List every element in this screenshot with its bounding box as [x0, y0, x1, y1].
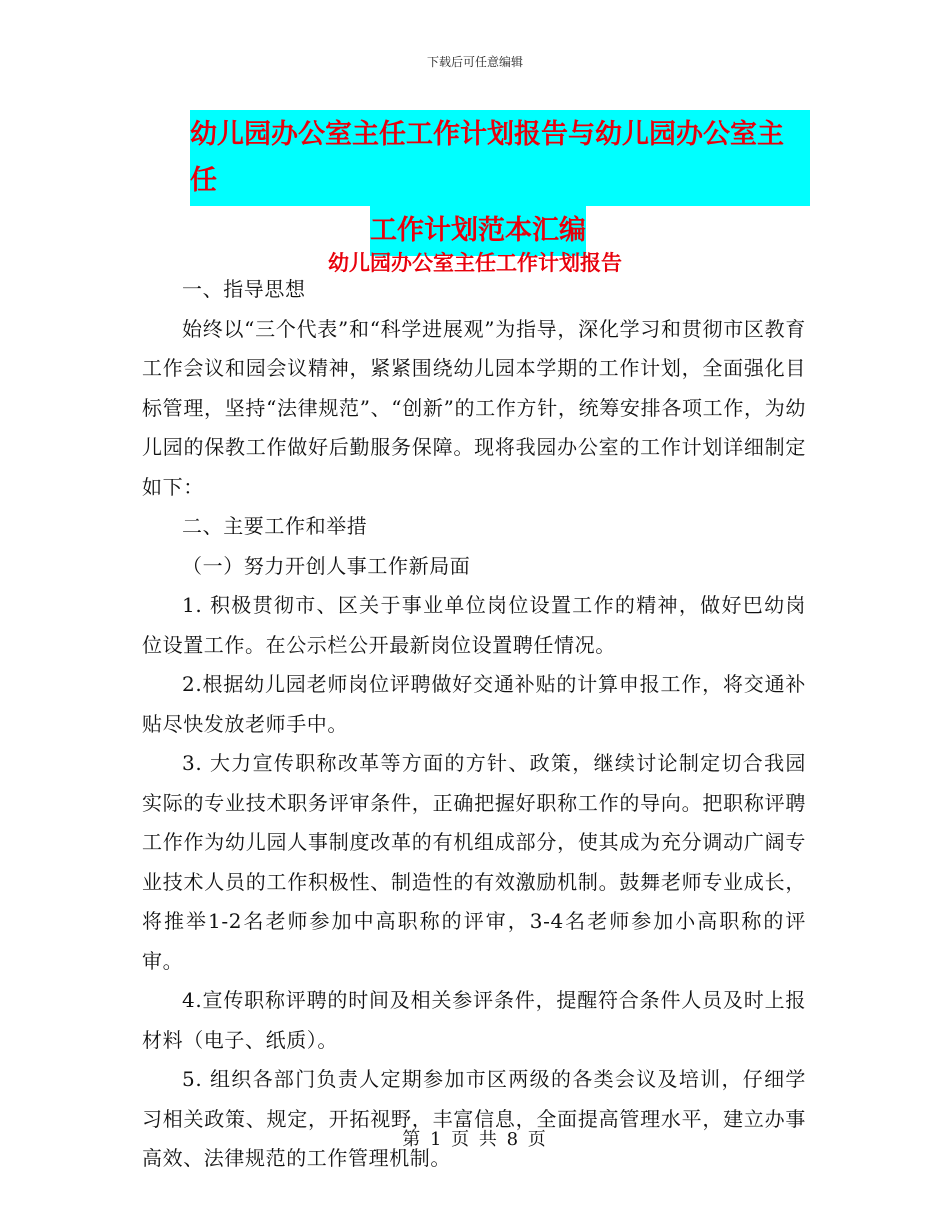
header-note: 下载后可任意编辑: [426, 55, 523, 69]
title-line-1: 幼儿园办公室主任工作计划报告与幼儿园办公室主任: [190, 110, 810, 206]
subheading-personnel: （一）努力开创人事工作新局面: [182, 553, 471, 578]
heading-main-work: 二、主要工作和举措: [182, 514, 368, 538]
paragraph: 3. 大力宣传职称改革等方面的方针、政策，继续讨论制定切合我园实际的专业技术职务评审条件，正确把握好职称工作的导向。把职称评聘工作作为幼儿园人事制度改革的有机组成部分，使其成为充分调动广阔专业技术人员的工作积极性、制造性的有效激励机制。鼓舞老师专业成长，将推举1-2名老师参加中高职称的评审，3-4名老师参加小高职称的评审。: [142, 751, 806, 973]
document-title: [190, 110, 810, 256]
paragraph: 4.宣传职称评聘的时间及相关参评条件，提醒符合条件人员及时上报材料（电子、纸质）。: [142, 988, 806, 1052]
section-title: 幼儿园办公室主任工作计划报告: [328, 251, 622, 275]
title-line-2: 工作计划范本汇编: [370, 206, 586, 256]
paragraph: 2.根据幼儿园老师岗位评聘做好交通补贴的计算申报工作，将交通补贴尽快发放老师手中。: [142, 672, 806, 736]
paragraph: 始终以“三个代表”和“科学进展观”为指导，深化学习和贯彻市区教育工作会议和园会议精神，紧紧围绕幼儿园本学期的工作计划，全面强化目标管理，坚持“法律规范”、“创新”的工作方针，统筹安排各项工作，为幼儿园的保教工作做好后勤服务保障。现将我园办公室的工作计划详细制定如下：: [142, 316, 806, 499]
paragraph: 5. 组织各部门负责人定期参加市区两级的各类会议及培训，仔细学习相关政策、规定，开拓视野，丰富信息，全面提高管理水平，建立办事高效、法律规范的工作管理机制。: [142, 1067, 806, 1170]
body-text: [142, 270, 806, 1179]
paragraph: 1. 积极贯彻市、区关于事业单位岗位设置工作的精神，做好巴幼岗位设置工作。在公示栏公开最新岗位设置聘任情况。: [142, 593, 806, 657]
heading-guiding-ideology: 一、指导思想: [182, 277, 306, 301]
page-footer: 第 1 页 共 8 页: [402, 1129, 548, 1150]
